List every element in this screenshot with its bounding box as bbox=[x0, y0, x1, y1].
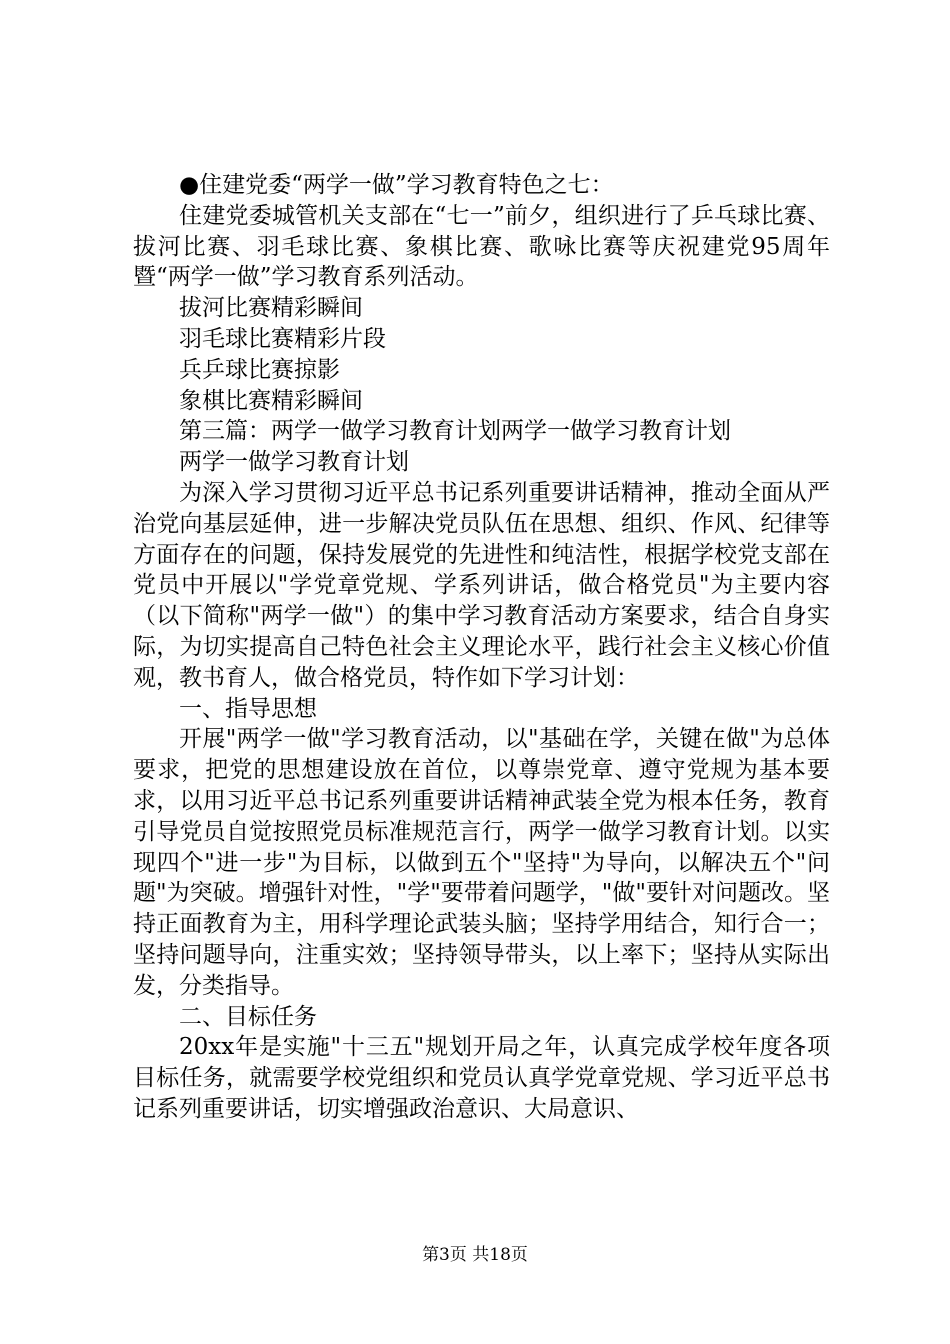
paragraph-activities: 住建党委城管机关支部在“七一”前夕，组织进行了乒乓球比赛、拔河比赛、羽毛球比赛、象棋比赛、歌咏比赛等庆祝建党95周年暨“两学一做”学习教育系列活动。 bbox=[133, 202, 830, 291]
paragraph-goals: 20xx年是实施"十三五"规划开局之年，认真完成学校年度各项目标任务，就需要学校党组织和党员认真学党章党规、学习近平总书记系列重要讲话，切实增强政治意识、大局意识、 bbox=[133, 1034, 830, 1122]
section-heading-goals: 二、目标任务 bbox=[179, 1003, 317, 1030]
caption-table-tennis: 兵乒球比赛掠影 bbox=[179, 356, 340, 383]
chapter-heading: 第三篇：两学一做学习教育计划两学一做学习教育计划 bbox=[179, 418, 731, 445]
paragraph-guiding-ideology: 开展"两学一做"学习教育活动，以"基础在学，关键在做"为总体要求，把党的思想建设放在首位，以尊崇党章、遵守党规为基本要求，以用习近平总书记系列重要讲话精神武装全党为根本任务，教育引导党员自觉按照党员标准规范言行，两学一做学习教育计划。以实现四个"进一步"为目标，以做到五个"坚持"为导向，以解决五个"问题"为突破。增强针对性，"学"要带着问题学，"做"要针对问题改。坚持正面教育为主，用科学理论武装头脑；坚持学用结合，知行合一；坚持问题导向，注重实效；坚持领导带头，以上率下；坚持从实际出发，分类指导。 bbox=[133, 726, 830, 999]
section-heading-guiding-ideology: 一、指导思想 bbox=[179, 695, 317, 722]
page-footer: 第3页 共18页 bbox=[422, 1245, 528, 1265]
plan-title: 两学一做学习教育计划 bbox=[179, 449, 409, 476]
caption-tug-of-war: 拔河比赛精彩瞬间 bbox=[179, 295, 363, 322]
section-heading-bullet: ●住建党委“两学一做”学习教育特色之七： bbox=[179, 172, 614, 198]
caption-chess: 象棋比赛精彩瞬间 bbox=[179, 387, 363, 414]
caption-badminton: 羽毛球比赛精彩片段 bbox=[179, 325, 386, 352]
document-body bbox=[133, 170, 830, 1125]
paragraph-introduction: 为深入学习贯彻习近平总书记系列重要讲话精神，推动全面从严治党向基层延伸，进一步解决党员队伍在思想、组织、作风、纪律等方面存在的问题，保持发展党的先进性和纯洁性，根据学校党支部在党员中开展以"学党章党规、学系列讲话，做合格党员"为主要内容（以下简称"两学一做"）的集中学习教育活动方案要求，结合自身实际，为切实提高自己特色社会主义理论水平，践行社会主义核心价值观，教书育人，做合格党员，特作如下学习计划： bbox=[133, 479, 830, 691]
